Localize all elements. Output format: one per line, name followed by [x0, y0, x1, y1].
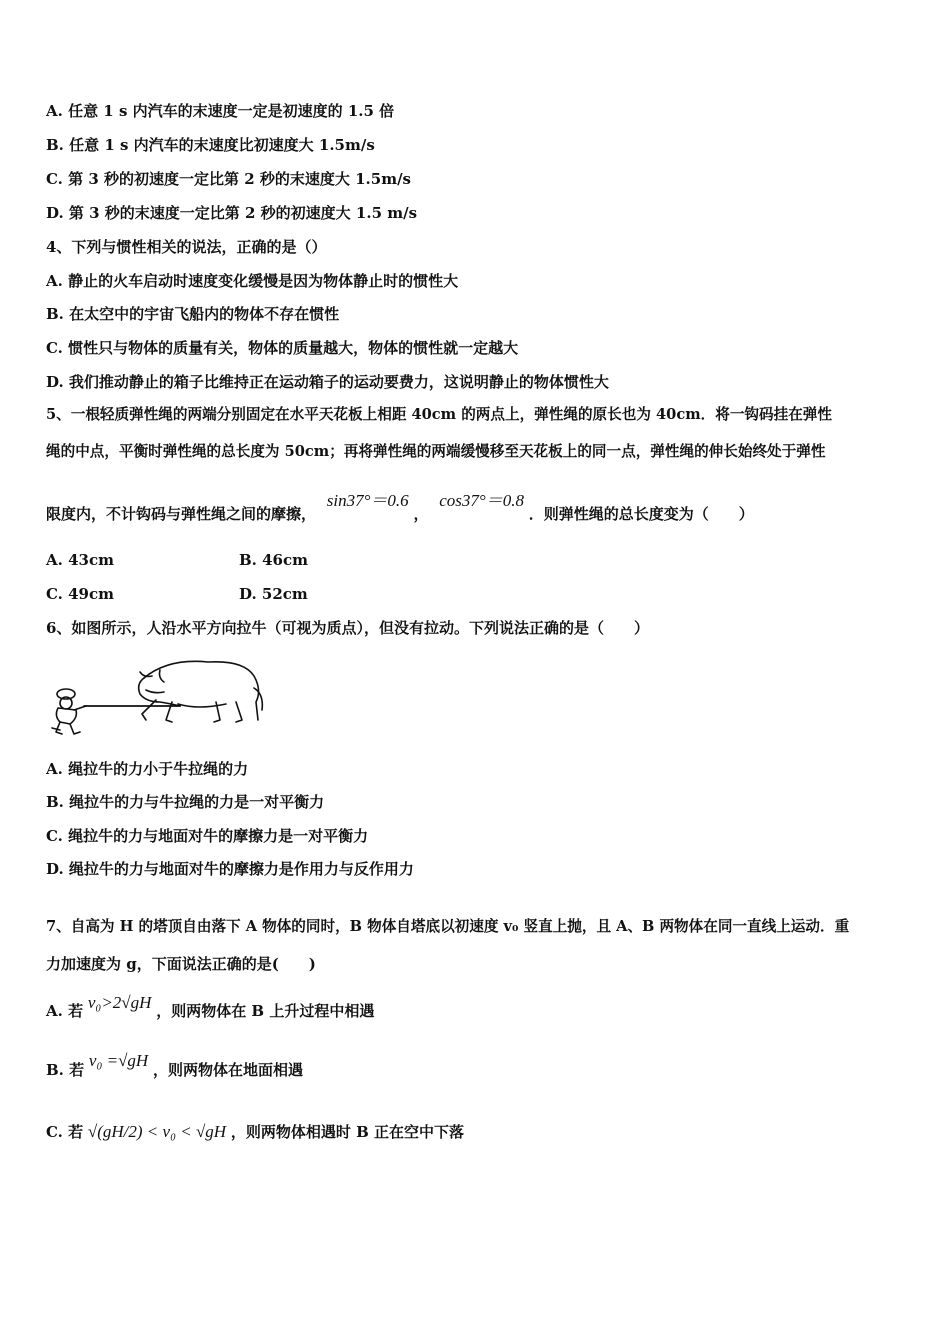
q5-line-2: 绳的中点，平衡时弹性绳的总长度为 50cm；再将弹性绳的两端缓慢移至天花板上的同一点，弹性绳的伸长始终处于弹性 — [46, 443, 826, 460]
q7-line-1: 7、自高为 H 的塔顶自由落下 A 物体的同时，B 物体自塔底以初速度 v₀ 竖直上抛，且 A、B 两物体在同一直线上运动．重 — [46, 918, 850, 935]
q5-line-1: 5、一根轻质弹性绳的两端分别固定在水平天花板上相距 40cm 的两点上，弹性绳的原长也为 40cm．将一钩码挂在弹性 — [46, 406, 832, 423]
q4-stem: 4、下列与惯性相关的说法，正确的是（） — [46, 238, 327, 256]
q5-option-b: B. 46cm — [239, 551, 309, 569]
q7-option-c-text: ，则两物体相遇时 B 正在空中下落 — [230, 1123, 464, 1141]
q6-option-d: D. 绳拉牛的力与地面对牛的摩擦力是作用力与反作用力 — [46, 860, 414, 878]
q7-option-c-label: C. 若 — [46, 1123, 84, 1141]
q5-comma: ， — [413, 505, 429, 523]
q7-option-a-formula: v₀>2√gH — [87, 993, 152, 1012]
q6-option-a: A. 绳拉牛的力小于牛拉绳的力 — [46, 760, 249, 778]
q4-option-b: B. 在太空中的宇宙飞船内的物体不存在惯性 — [46, 305, 340, 323]
q6-option-c: C. 绳拉牛的力与地面对牛的摩擦力是一对平衡力 — [46, 827, 369, 845]
q7-option-a — [46, 992, 375, 1020]
q7-option-c-formula: √(gH/2) < v₀ < √gH — [87, 1122, 227, 1141]
q6-option-b: B. 绳拉牛的力与牛拉绳的力是一对平衡力 — [46, 793, 325, 811]
q7-option-b-formula: v₀ =√gH — [88, 1051, 149, 1070]
q5-option-d: D. 52cm — [239, 585, 308, 603]
q7-line-2: 力加速度为 g，下面说法正确的是( ) — [46, 955, 316, 973]
q4-option-a: A. 静止的火车启动时速度变化缓慢是因为物体静止时的惯性大 — [46, 272, 459, 290]
q5-sin-expression: sin37°＝0.6 — [326, 491, 409, 510]
q5-line-3-text: 限度内，不计钩码与弹性绳之间的摩擦， — [46, 505, 317, 523]
q4-option-d: D. 我们推动静止的箱子比维持正在运动箱子的运动要费力，这说明静止的物体惯性大 — [46, 373, 609, 391]
q5-option-c: C. 49cm — [46, 585, 114, 603]
q5-line-3-end: ．则弹性绳的总长度变为（ ） — [528, 505, 754, 523]
q5-line-3 — [46, 490, 754, 530]
q3-option-c: C. 第 3 秒的初速度一定比第 2 秒的末速度大 1.5m/s — [46, 170, 411, 188]
q5-option-a: A. 43cm — [46, 551, 114, 569]
q5-cos-expression: cos37°＝0.8 — [439, 491, 524, 510]
q3-option-b: B. 任意 1 s 内汽车的末速度比初速度大 1.5m/s — [46, 136, 375, 154]
q7-option-c — [46, 1118, 464, 1146]
q7-option-a-label: A. 若 — [46, 1002, 84, 1020]
q7-option-b-text: ，则两物体在地面相遇 — [152, 1061, 303, 1079]
man-pulling-ox-illustration — [48, 650, 268, 742]
q3-option-a: A. 任意 1 s 内汽车的末速度一定是初速度的 1.5 倍 — [46, 102, 395, 120]
q7-option-b — [46, 1050, 303, 1079]
q6-stem: 6、如图所示，人沿水平方向拉牛（可视为质点），但没有拉动。下列说法正确的是（ ） — [46, 619, 649, 637]
q4-option-c: C. 惯性只与物体的质量有关，物体的质量越大，物体的惯性就一定越大 — [46, 339, 519, 357]
q3-option-d: D. 第 3 秒的末速度一定比第 2 秒的初速度大 1.5 m/s — [46, 204, 418, 222]
q7-option-b-label: B. 若 — [46, 1061, 85, 1079]
q7-option-a-text: ，则两物体在 B 上升过程中相遇 — [156, 1002, 375, 1020]
